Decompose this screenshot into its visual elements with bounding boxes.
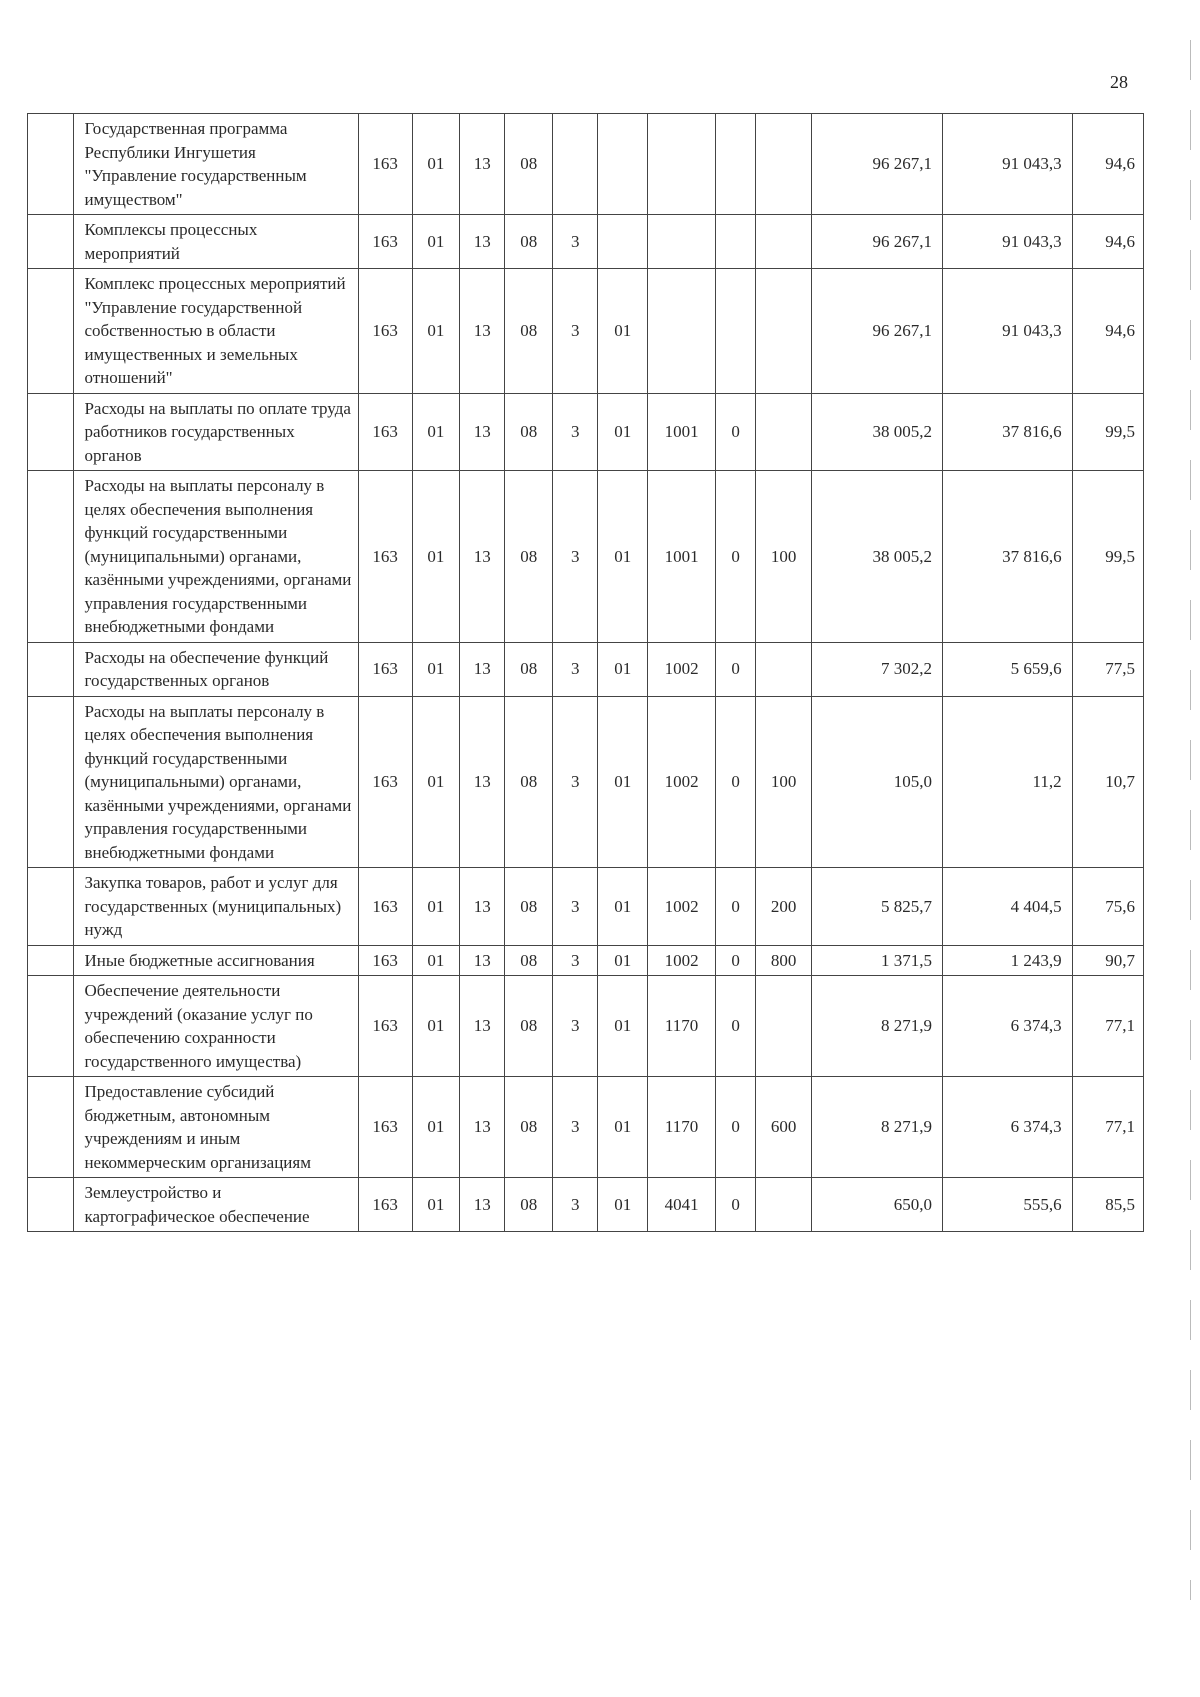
execution-percent: 77,1 bbox=[1072, 1077, 1143, 1178]
amount-fact: 6 374,3 bbox=[942, 976, 1072, 1077]
code-podrazdel: 13 bbox=[460, 976, 505, 1077]
code-razdel: 01 bbox=[412, 114, 460, 215]
code-type: 3 bbox=[553, 1077, 598, 1178]
code-sub: 0 bbox=[716, 945, 756, 976]
code-type: 3 bbox=[553, 696, 598, 868]
amount-fact: 11,2 bbox=[942, 696, 1072, 868]
code-podrazdel: 13 bbox=[460, 1178, 505, 1232]
code-razdel: 01 bbox=[412, 696, 460, 868]
code-sub bbox=[716, 269, 756, 394]
code-type: 3 bbox=[553, 393, 598, 471]
code-sub: 0 bbox=[716, 1178, 756, 1232]
code-expense-type: 800 bbox=[756, 945, 812, 976]
blank-cell bbox=[28, 393, 74, 471]
code-measure: 01 bbox=[598, 393, 648, 471]
code-glava: 163 bbox=[358, 945, 412, 976]
code-razdel: 01 bbox=[412, 642, 460, 696]
code-sub: 0 bbox=[716, 696, 756, 868]
code-razdel: 01 bbox=[412, 1077, 460, 1178]
code-measure: 01 bbox=[598, 696, 648, 868]
expense-name: Расходы на обеспечение функций государственных органов bbox=[74, 642, 358, 696]
amount-fact: 1 243,9 bbox=[942, 945, 1072, 976]
code-sub bbox=[716, 215, 756, 269]
code-expense-type bbox=[756, 393, 812, 471]
execution-percent: 77,1 bbox=[1072, 976, 1143, 1077]
code-glava: 163 bbox=[358, 393, 412, 471]
amount-fact: 37 816,6 bbox=[942, 471, 1072, 643]
amount-plan: 96 267,1 bbox=[812, 215, 943, 269]
code-measure bbox=[598, 114, 648, 215]
amount-plan: 5 825,7 bbox=[812, 868, 943, 946]
code-program: 08 bbox=[505, 269, 553, 394]
expense-name: Комплексы процессных мероприятий bbox=[74, 215, 358, 269]
code-program: 08 bbox=[505, 642, 553, 696]
code-measure: 01 bbox=[598, 269, 648, 394]
blank-cell bbox=[28, 215, 74, 269]
code-glava: 163 bbox=[358, 868, 412, 946]
code-expense-type: 100 bbox=[756, 696, 812, 868]
code-glava: 163 bbox=[358, 1178, 412, 1232]
code-program: 08 bbox=[505, 976, 553, 1077]
code-sub bbox=[716, 114, 756, 215]
amount-plan: 38 005,2 bbox=[812, 393, 943, 471]
code-expense-type bbox=[756, 642, 812, 696]
table-row bbox=[28, 215, 1144, 269]
code-sub: 0 bbox=[716, 642, 756, 696]
expense-name: Расходы на выплаты персоналу в целях обеспечения выполнения функций государственными (муниципальными) органами, казёнными учреждениями, органами управления государственными внебюджетными фондами bbox=[74, 696, 358, 868]
code-podrazdel: 13 bbox=[460, 269, 505, 394]
code-razdel: 01 bbox=[412, 976, 460, 1077]
code-direction bbox=[648, 215, 716, 269]
code-sub: 0 bbox=[716, 1077, 756, 1178]
code-glava: 163 bbox=[358, 1077, 412, 1178]
code-glava: 163 bbox=[358, 642, 412, 696]
code-direction: 1002 bbox=[648, 868, 716, 946]
amount-plan: 7 302,2 bbox=[812, 642, 943, 696]
code-direction bbox=[648, 269, 716, 394]
code-direction: 1001 bbox=[648, 393, 716, 471]
code-type: 3 bbox=[553, 1178, 598, 1232]
table-row bbox=[28, 269, 1144, 394]
code-expense-type bbox=[756, 269, 812, 394]
code-type: 3 bbox=[553, 471, 598, 643]
expense-name: Государственная программа Республики Ингушетия "Управление государственным имуществом" bbox=[74, 114, 358, 215]
amount-plan: 8 271,9 bbox=[812, 976, 943, 1077]
code-direction: 1001 bbox=[648, 471, 716, 643]
blank-cell bbox=[28, 471, 74, 643]
expense-name: Иные бюджетные ассигнования bbox=[74, 945, 358, 976]
code-razdel: 01 bbox=[412, 471, 460, 643]
amount-plan: 1 371,5 bbox=[812, 945, 943, 976]
code-expense-type: 600 bbox=[756, 1077, 812, 1178]
amount-fact: 6 374,3 bbox=[942, 1077, 1072, 1178]
code-measure: 01 bbox=[598, 945, 648, 976]
table-body bbox=[28, 114, 1144, 1232]
code-measure: 01 bbox=[598, 868, 648, 946]
execution-percent: 10,7 bbox=[1072, 696, 1143, 868]
code-glava: 163 bbox=[358, 114, 412, 215]
code-direction bbox=[648, 114, 716, 215]
table-row bbox=[28, 696, 1144, 868]
code-glava: 163 bbox=[358, 215, 412, 269]
code-expense-type: 200 bbox=[756, 868, 812, 946]
execution-percent: 90,7 bbox=[1072, 945, 1143, 976]
code-expense-type bbox=[756, 976, 812, 1077]
code-glava: 163 bbox=[358, 696, 412, 868]
table-row bbox=[28, 976, 1144, 1077]
table-row bbox=[28, 868, 1144, 946]
code-razdel: 01 bbox=[412, 1178, 460, 1232]
code-program: 08 bbox=[505, 868, 553, 946]
scan-edge-artifact bbox=[1190, 40, 1191, 1600]
blank-cell bbox=[28, 1077, 74, 1178]
blank-cell bbox=[28, 269, 74, 394]
code-sub: 0 bbox=[716, 976, 756, 1077]
blank-cell bbox=[28, 114, 74, 215]
expense-name: Расходы на выплаты персоналу в целях обеспечения выполнения функций государственными (муниципальными) органами, казёнными учреждениями, органами управления государственными внебюджетными фондами bbox=[74, 471, 358, 643]
code-measure: 01 bbox=[598, 1178, 648, 1232]
code-program: 08 bbox=[505, 1077, 553, 1178]
code-expense-type bbox=[756, 1178, 812, 1232]
expense-name: Закупка товаров, работ и услуг для государственных (муниципальных) нужд bbox=[74, 868, 358, 946]
amount-plan: 38 005,2 bbox=[812, 471, 943, 643]
code-podrazdel: 13 bbox=[460, 868, 505, 946]
code-measure: 01 bbox=[598, 1077, 648, 1178]
table-row bbox=[28, 471, 1144, 643]
execution-percent: 99,5 bbox=[1072, 393, 1143, 471]
code-program: 08 bbox=[505, 114, 553, 215]
blank-cell bbox=[28, 868, 74, 946]
code-podrazdel: 13 bbox=[460, 945, 505, 976]
code-program: 08 bbox=[505, 945, 553, 976]
code-razdel: 01 bbox=[412, 868, 460, 946]
code-direction: 1170 bbox=[648, 1077, 716, 1178]
code-razdel: 01 bbox=[412, 393, 460, 471]
expense-name: Предоставление субсидий бюджетным, автономным учреждениям и иным некоммерческим организациям bbox=[74, 1077, 358, 1178]
execution-percent: 85,5 bbox=[1072, 1178, 1143, 1232]
amount-fact: 91 043,3 bbox=[942, 114, 1072, 215]
amount-fact: 37 816,6 bbox=[942, 393, 1072, 471]
execution-percent: 94,6 bbox=[1072, 114, 1143, 215]
code-measure bbox=[598, 215, 648, 269]
execution-percent: 94,6 bbox=[1072, 269, 1143, 394]
code-type: 3 bbox=[553, 269, 598, 394]
blank-cell bbox=[28, 945, 74, 976]
code-measure: 01 bbox=[598, 976, 648, 1077]
table-row bbox=[28, 393, 1144, 471]
expense-name: Комплекс процессных мероприятий "Управление государственной собственностью в области имущественных и земельных отношений" bbox=[74, 269, 358, 394]
code-measure: 01 bbox=[598, 471, 648, 643]
amount-plan: 96 267,1 bbox=[812, 269, 943, 394]
amount-plan: 8 271,9 bbox=[812, 1077, 943, 1178]
table-row bbox=[28, 642, 1144, 696]
code-type: 3 bbox=[553, 868, 598, 946]
code-podrazdel: 13 bbox=[460, 696, 505, 868]
code-glava: 163 bbox=[358, 471, 412, 643]
code-glava: 163 bbox=[358, 976, 412, 1077]
code-program: 08 bbox=[505, 393, 553, 471]
code-direction: 1002 bbox=[648, 696, 716, 868]
code-measure: 01 bbox=[598, 642, 648, 696]
amount-fact: 555,6 bbox=[942, 1178, 1072, 1232]
code-direction: 1002 bbox=[648, 945, 716, 976]
code-type: 3 bbox=[553, 642, 598, 696]
expense-name: Землеустройство и картографическое обеспечение bbox=[74, 1178, 358, 1232]
table-row bbox=[28, 114, 1144, 215]
code-podrazdel: 13 bbox=[460, 215, 505, 269]
execution-percent: 99,5 bbox=[1072, 471, 1143, 643]
code-sub: 0 bbox=[716, 471, 756, 643]
code-podrazdel: 13 bbox=[460, 114, 505, 215]
code-type: 3 bbox=[553, 215, 598, 269]
expense-name: Расходы на выплаты по оплате труда работников государственных органов bbox=[74, 393, 358, 471]
code-type bbox=[553, 114, 598, 215]
table-row bbox=[28, 1178, 1144, 1232]
code-razdel: 01 bbox=[412, 269, 460, 394]
amount-plan: 96 267,1 bbox=[812, 114, 943, 215]
code-glava: 163 bbox=[358, 269, 412, 394]
code-type: 3 bbox=[553, 945, 598, 976]
table-row bbox=[28, 1077, 1144, 1178]
blank-cell bbox=[28, 642, 74, 696]
code-podrazdel: 13 bbox=[460, 471, 505, 643]
code-sub: 0 bbox=[716, 868, 756, 946]
code-program: 08 bbox=[505, 696, 553, 868]
amount-fact: 91 043,3 bbox=[942, 215, 1072, 269]
page-number: 28 bbox=[1110, 72, 1128, 92]
code-sub: 0 bbox=[716, 393, 756, 471]
code-expense-type bbox=[756, 114, 812, 215]
amount-fact: 91 043,3 bbox=[942, 269, 1072, 394]
execution-percent: 77,5 bbox=[1072, 642, 1143, 696]
code-direction: 1002 bbox=[648, 642, 716, 696]
code-program: 08 bbox=[505, 471, 553, 643]
table-row bbox=[28, 945, 1144, 976]
code-program: 08 bbox=[505, 215, 553, 269]
budget-table bbox=[27, 113, 1144, 1232]
expense-name: Обеспечение деятельности учреждений (оказание услуг по обеспечению сохранности государственного имущества) bbox=[74, 976, 358, 1077]
blank-cell bbox=[28, 1178, 74, 1232]
execution-percent: 94,6 bbox=[1072, 215, 1143, 269]
code-podrazdel: 13 bbox=[460, 393, 505, 471]
amount-plan: 650,0 bbox=[812, 1178, 943, 1232]
blank-cell bbox=[28, 976, 74, 1077]
code-razdel: 01 bbox=[412, 215, 460, 269]
amount-fact: 4 404,5 bbox=[942, 868, 1072, 946]
code-expense-type: 100 bbox=[756, 471, 812, 643]
execution-percent: 75,6 bbox=[1072, 868, 1143, 946]
code-direction: 1170 bbox=[648, 976, 716, 1077]
amount-plan: 105,0 bbox=[812, 696, 943, 868]
code-type: 3 bbox=[553, 976, 598, 1077]
code-razdel: 01 bbox=[412, 945, 460, 976]
blank-cell bbox=[28, 696, 74, 868]
code-podrazdel: 13 bbox=[460, 642, 505, 696]
code-program: 08 bbox=[505, 1178, 553, 1232]
code-direction: 4041 bbox=[648, 1178, 716, 1232]
amount-fact: 5 659,6 bbox=[942, 642, 1072, 696]
code-podrazdel: 13 bbox=[460, 1077, 505, 1178]
code-expense-type bbox=[756, 215, 812, 269]
